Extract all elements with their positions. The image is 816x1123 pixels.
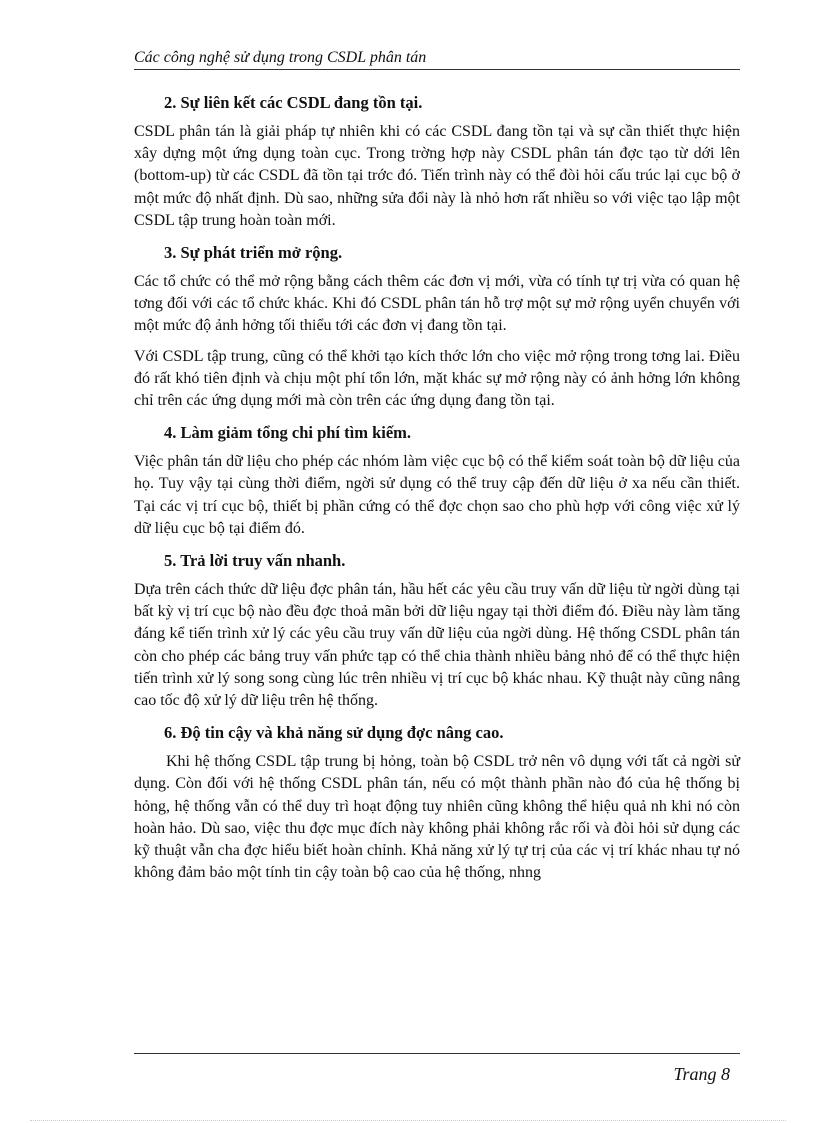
- paragraph: CSDL phân tán là giải pháp tự nhiên khi có các CSDL đang tồn tại và sự cần thiết thực hiện xây dựng một ứng dụng toàn cục. Trong trờng hợp này CSDL phân tán đợc tạo từ dới lên (bottom-up) từ các CSDL đã tồn tại trớc đó. Tiến trình này có thể đòi hỏi cấu trúc lại cục bộ ở một mức độ nhất định. Dù sao, những sửa đổi này là nhỏ hơn rất nhiều so với việc tạo lập một CSDL tập trung hoàn toàn mới.: [134, 123, 740, 229]
- page-footer: [134, 1053, 740, 1084]
- paragraph: Việc phân tán dữ liệu cho phép các nhóm làm việc cục bộ có thể kiểm soát toàn bộ dữ liệu của họ. Tuy vậy tại cùng thời điểm, ngời sử dụng có thể truy cập đến dữ liệu ở xa nếu cần thiết. Tại các vị trí cục bộ, thiết bị phần cứng có thể đợc chọn sao cho phù hợp với công việc xử lý dữ liệu cục bộ tại điểm đó.: [134, 453, 740, 537]
- section-heading: 6. Độ tin cậy và khả năng sử dụng đợc nâng cao.: [164, 723, 504, 743]
- section-2: [134, 92, 740, 232]
- section-6: [134, 722, 740, 884]
- section-5: [134, 550, 740, 712]
- paragraph: Khi hệ thống CSDL tập trung bị hỏng, toàn bộ CSDL trở nên vô dụng với tất cả ngời sử dụng. Còn đối với hệ thống CSDL phân tán, nếu có một thành phần nào đó của hệ thống bị hỏng, hệ thống vẫn có thể duy trì hoạt động tuy nhiên cũng không thể hiệu quả nh khi nó còn hoàn hảo. Dù sao, việc thu đợc mục đích này không phải không rắc rối và đòi hỏi sử dụng các kỹ thuật vẫn cha đợc hiểu biết hoàn chỉnh. Khả năng xử lý tự trị của các vị trí khác nhau tự nó không đảm bảo một tính tin cậy toàn bộ cao của hệ thống, nhng: [134, 753, 740, 882]
- section-heading: 2. Sự liên kết các CSDL đang tồn tại.: [164, 93, 423, 112]
- section-4: [134, 422, 740, 540]
- section-heading: 3. Sự phát triển mở rộng.: [164, 243, 343, 263]
- page-number: Trang 8: [673, 1064, 730, 1084]
- section-heading: 5. Trả lời truy vấn nhanh.: [164, 551, 346, 571]
- paragraph: Dựa trên cách thức dữ liệu đợc phân tán, hầu hết các yêu cầu truy vấn dữ liệu từ ngời dùng tại bất kỳ vị trí cục bộ nào đều đợc thoả mãn bởi dữ liệu ngay tại thời điểm đó. Điều này làm tăng đáng kể tiến trình xử lý các yêu cầu truy vấn dữ liệu của ngời dùng. Hệ thống CSDL phân tán còn cho phép các bảng truy vấn phức tạp có thể chia thành nhiều bảng nhỏ để có thể thực hiện tiến trình xử lý song song cùng lúc trên nhiều vị trí cục bộ khác nhau. Kỹ thuật này cũng nâng cao tốc độ xử lý dữ liệu trên hệ thống.: [134, 581, 740, 710]
- page-content: [134, 92, 740, 894]
- header-title: Các công nghệ sử dụng trong CSDL phân tán: [134, 49, 427, 66]
- section-heading: 4. Làm giảm tổng chi phí tìm kiếm.: [164, 423, 412, 443]
- page-header: [134, 48, 740, 70]
- section-3: [134, 242, 740, 412]
- paragraph: Với CSDL tập trung, cũng có thể khởi tạo kích thớc lớn cho việc mở rộng trong tơng lai. Điều đó rất khó tiên định và chịu một phí tổn lớn, mặt khác sự mở rộng này có ảnh hởng lớn không chỉ trên các ứng dụng mới mà còn trên các ứng dụng đang tồn tại.: [134, 347, 740, 410]
- paragraph: Các tổ chức có thể mở rộng bằng cách thêm các đơn vị mới, vừa có tính tự trị vừa có quan hệ tơng đối với các tổ chức khác. Khi đó CSDL phân tán hỗ trợ một sự mở rộng uyển chuyển với một mức độ ảnh hởng tối thiểu tới các đơn vị đang tồn tại.: [134, 273, 740, 335]
- bottom-divider: [30, 1120, 786, 1121]
